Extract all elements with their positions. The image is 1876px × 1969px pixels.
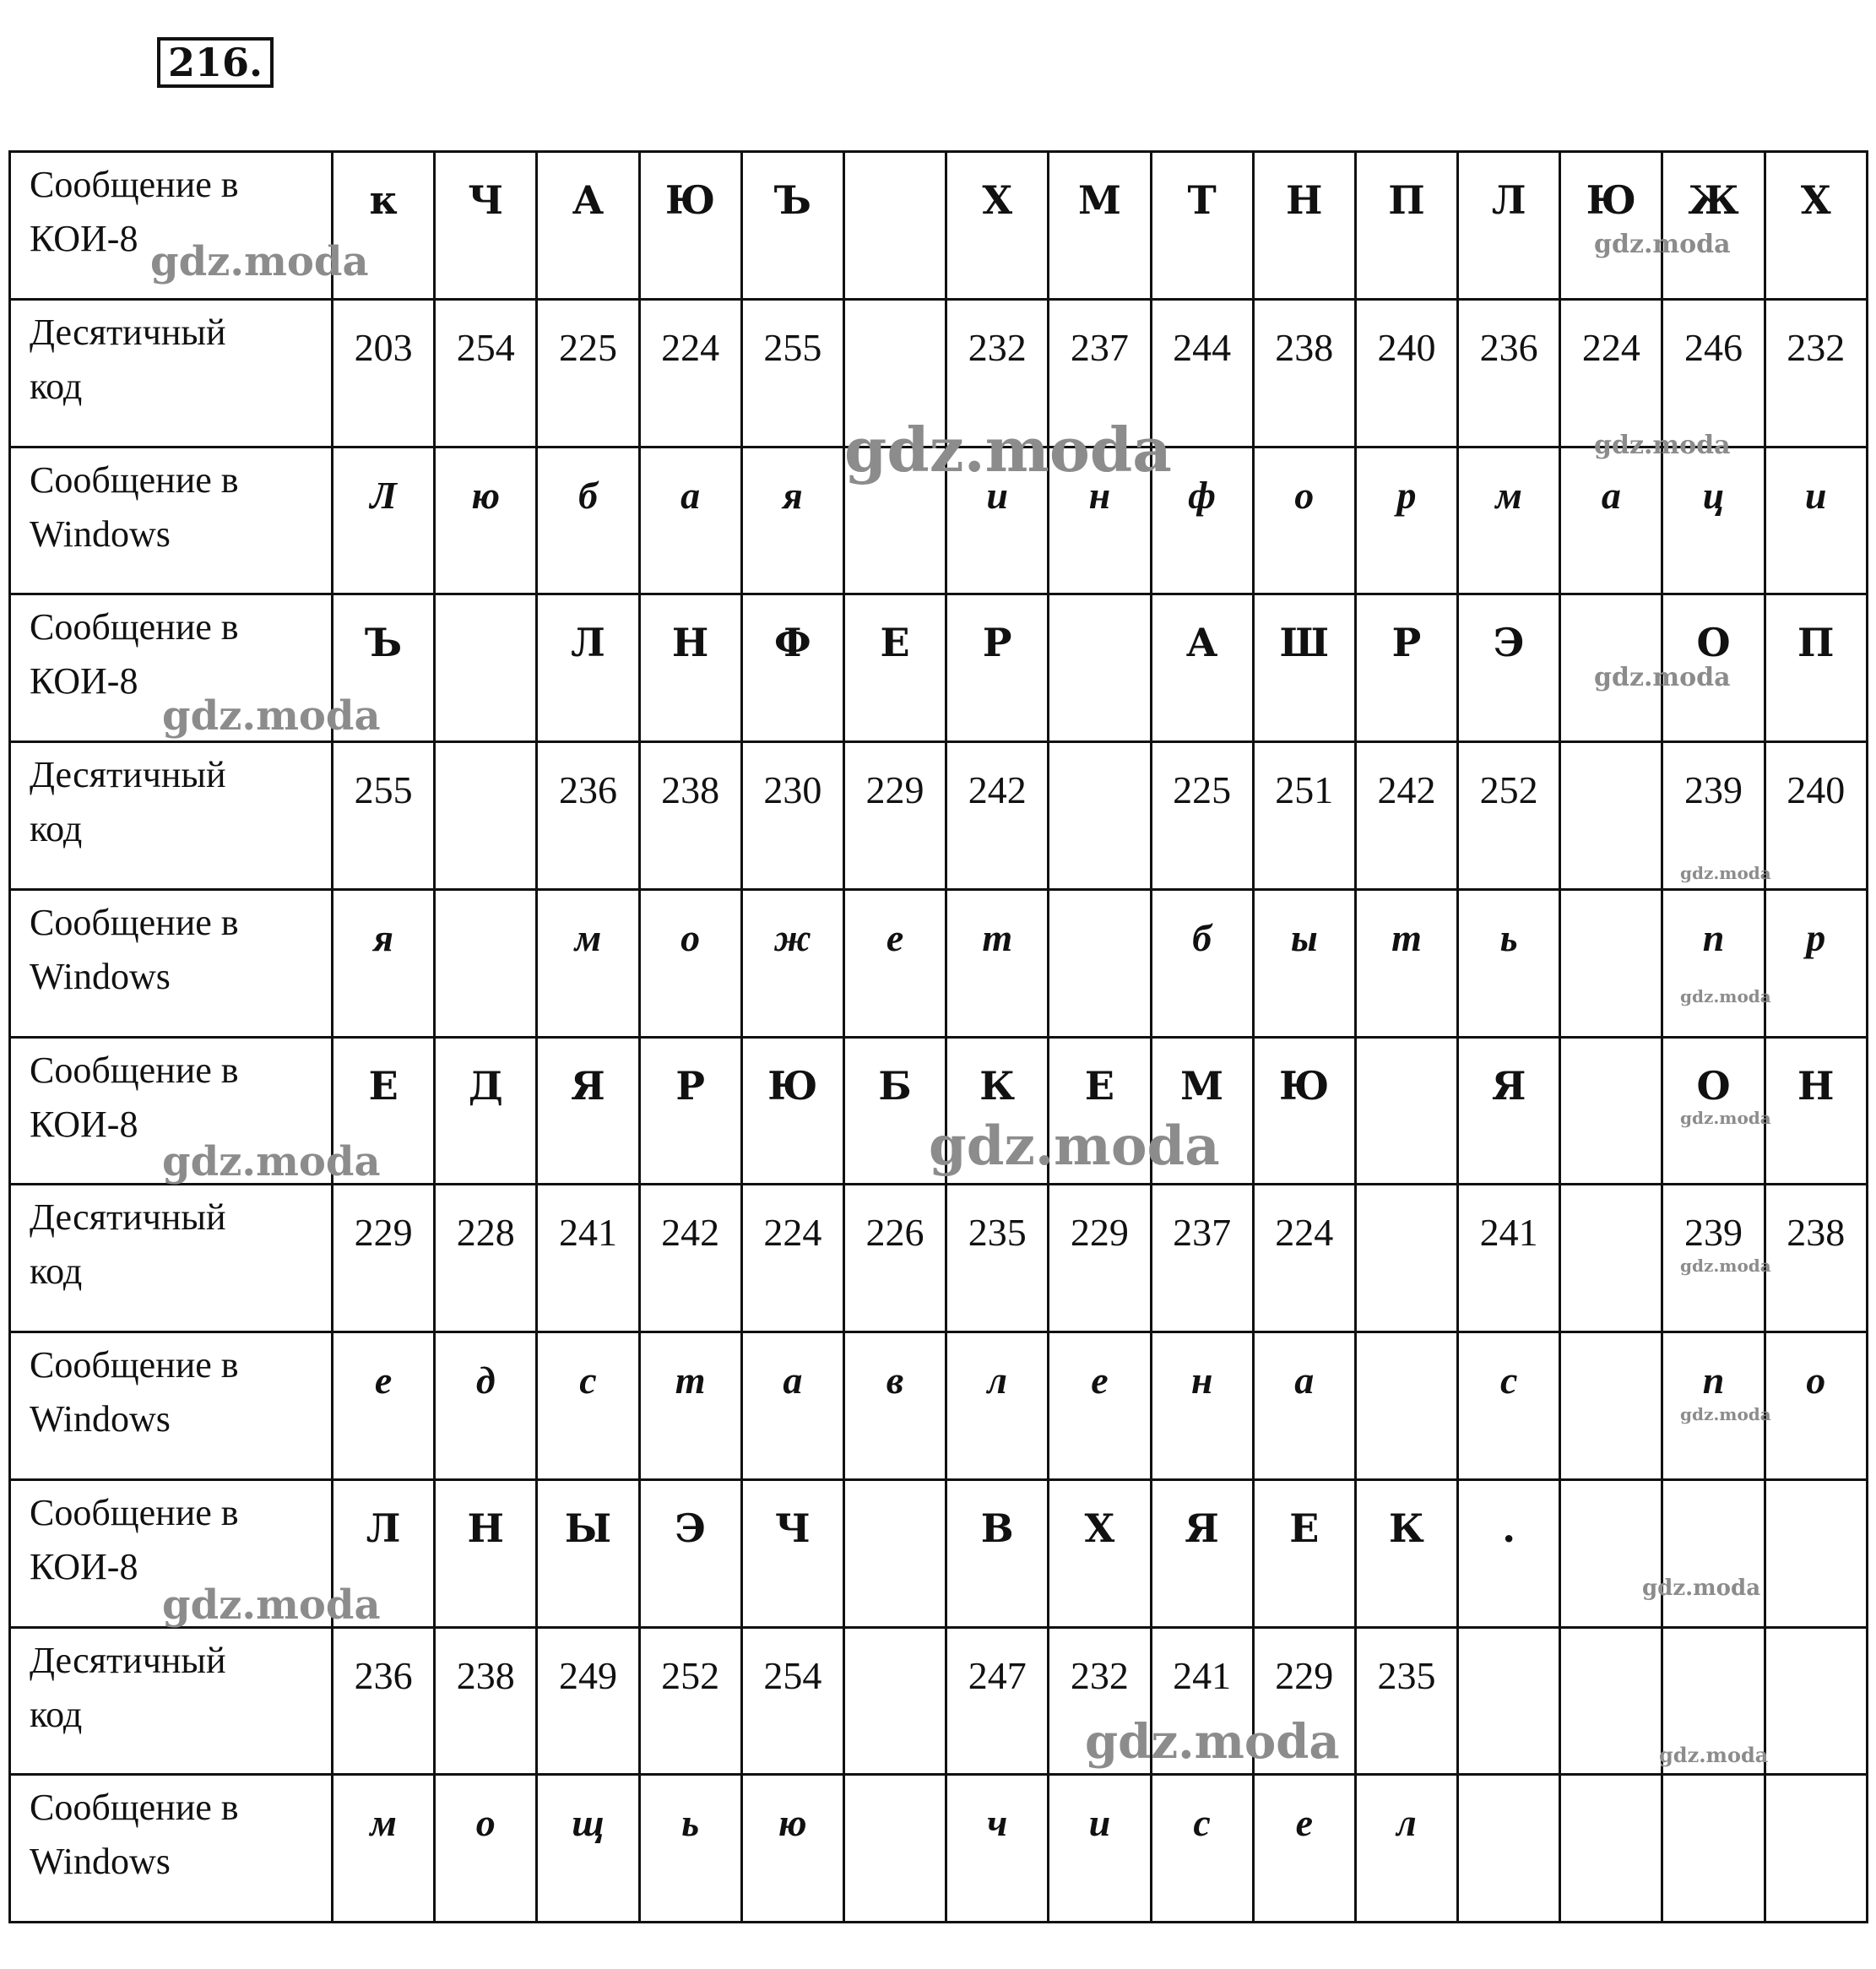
table-row-koi: [10, 1479, 1868, 1627]
cell-win: а: [1253, 1332, 1355, 1480]
cell-koi: Ж: [1662, 152, 1765, 300]
cell-win: т: [1355, 889, 1457, 1037]
cell-win: и: [946, 447, 1049, 594]
cell-win: н: [1151, 1332, 1253, 1480]
cell-win: с: [537, 1332, 639, 1480]
watermark: gdz.moda: [1085, 1714, 1340, 1770]
cell-koi: [843, 1479, 946, 1627]
cell-win: о: [639, 889, 741, 1037]
cell-koi: Т: [1151, 152, 1253, 300]
cell-win: ц: [1662, 447, 1765, 594]
cell-koi: Э: [639, 1479, 741, 1627]
cell-koi: Н: [1765, 1037, 1867, 1185]
cell-koi: Е: [1253, 1479, 1355, 1627]
cell-koi: Я: [1151, 1479, 1253, 1627]
cell-dec: 224: [1253, 1185, 1355, 1332]
cell-koi: Р: [1355, 594, 1457, 742]
cell-win: я: [333, 889, 435, 1037]
watermark: gdz.moda: [150, 238, 369, 285]
cell-win: [1355, 1332, 1457, 1480]
watermark: gdz.moda: [1680, 863, 1771, 883]
row-label-dec: Десятичный код: [10, 299, 333, 447]
cell-dec: [1560, 742, 1662, 890]
cell-koi: Н: [639, 594, 741, 742]
cell-koi: Р: [639, 1037, 741, 1185]
watermark: gdz.moda: [1642, 1576, 1761, 1601]
cell-koi: Ч: [435, 152, 537, 300]
row-label-win: Сообщение в Windows: [10, 1775, 333, 1923]
cell-dec: 224: [639, 299, 741, 447]
cell-dec: 225: [537, 299, 639, 447]
cell-koi: К: [1355, 1479, 1457, 1627]
cell-koi: О: [1662, 1037, 1765, 1185]
cell-dec: 238: [1765, 1185, 1867, 1332]
cell-win: ч: [946, 1775, 1049, 1923]
cell-koi: К: [946, 1037, 1049, 1185]
table-row-dec: [10, 299, 1868, 447]
cell-win: [435, 889, 537, 1037]
watermark: gdz.moda: [1680, 986, 1771, 1006]
cell-win: в: [843, 1332, 946, 1480]
cell-win: м: [333, 1775, 435, 1923]
cell-win: п: [1662, 1332, 1765, 1480]
cell-dec: 235: [946, 1185, 1049, 1332]
table-row-win: [10, 447, 1868, 594]
cell-win: р: [1765, 889, 1867, 1037]
cell-win: р: [1355, 447, 1457, 594]
cell-dec: [1049, 742, 1151, 890]
cell-koi: М: [1151, 1037, 1253, 1185]
cell-koi: Н: [1253, 152, 1355, 300]
cell-dec: 242: [639, 1185, 741, 1332]
cell-koi: Ю: [639, 152, 741, 300]
cell-koi: [1560, 594, 1662, 742]
cell-dec: 255: [741, 299, 843, 447]
cell-win: е: [333, 1332, 435, 1480]
watermark: gdz.moda: [1659, 1743, 1769, 1767]
cell-koi: Л: [1458, 152, 1560, 300]
cell-win: т: [946, 889, 1049, 1037]
encoding-table: [8, 150, 1868, 1923]
cell-koi: [1662, 1479, 1765, 1627]
cell-dec: 238: [435, 1627, 537, 1775]
cell-win: б: [537, 447, 639, 594]
watermark: gdz.moda: [1680, 1108, 1771, 1128]
cell-win: ю: [741, 1775, 843, 1923]
cell-dec: 239: [1662, 742, 1765, 890]
cell-win: б: [1151, 889, 1253, 1037]
cell-win: м: [537, 889, 639, 1037]
cell-koi: П: [1765, 594, 1867, 742]
cell-koi: Л: [333, 1479, 435, 1627]
cell-win: л: [1355, 1775, 1457, 1923]
watermark: gdz.moda: [844, 414, 1172, 485]
cell-koi: Р: [946, 594, 1049, 742]
cell-koi: А: [537, 152, 639, 300]
row-label-win: Сообщение в Windows: [10, 1332, 333, 1480]
watermark: gdz.moda: [1594, 431, 1731, 460]
cell-dec: 242: [946, 742, 1049, 890]
cell-koi: [435, 594, 537, 742]
cell-dec: 229: [1253, 1627, 1355, 1775]
cell-koi: М: [1049, 152, 1151, 300]
cell-dec: 235: [1355, 1627, 1457, 1775]
cell-dec: 240: [1355, 299, 1457, 447]
cell-dec: 238: [1253, 299, 1355, 447]
cell-dec: 232: [1765, 299, 1867, 447]
row-label-dec: Десятичный код: [10, 1185, 333, 1332]
cell-koi: [1560, 1037, 1662, 1185]
cell-koi: Ю: [1560, 152, 1662, 300]
cell-koi: Ш: [1253, 594, 1355, 742]
cell-win: н: [1049, 447, 1151, 594]
cell-win: и: [1765, 447, 1867, 594]
table-row-koi: [10, 1037, 1868, 1185]
cell-dec: 239: [1662, 1185, 1765, 1332]
cell-dec: 254: [741, 1627, 843, 1775]
cell-win: [1458, 1775, 1560, 1923]
cell-dec: [843, 299, 946, 447]
watermark: gdz.moda: [162, 692, 381, 740]
cell-koi: Е: [843, 594, 946, 742]
cell-dec: 237: [1151, 1185, 1253, 1332]
table-row-koi: [10, 152, 1868, 300]
cell-win: и: [1049, 1775, 1151, 1923]
cell-dec: 252: [1458, 742, 1560, 890]
cell-koi: Я: [537, 1037, 639, 1185]
cell-koi: Ы: [537, 1479, 639, 1627]
cell-koi: Ъ: [741, 152, 843, 300]
cell-win: т: [639, 1332, 741, 1480]
row-label-koi: Сообщение в КОИ-8: [10, 1037, 333, 1185]
cell-dec: 229: [1049, 1185, 1151, 1332]
row-label-koi: Сообщение в КОИ-8: [10, 1479, 333, 1627]
cell-dec: 247: [946, 1627, 1049, 1775]
cell-win: е: [843, 889, 946, 1037]
cell-koi: Ъ: [333, 594, 435, 742]
cell-dec: [1560, 1185, 1662, 1332]
cell-koi: Л: [537, 594, 639, 742]
row-label-koi: Сообщение в КОИ-8: [10, 152, 333, 300]
cell-win: [843, 447, 946, 594]
cell-dec: 226: [843, 1185, 946, 1332]
cell-dec: 252: [639, 1627, 741, 1775]
cell-dec: 224: [741, 1185, 843, 1332]
cell-dec: 229: [843, 742, 946, 890]
cell-koi: Б: [843, 1037, 946, 1185]
cell-dec: 237: [1049, 299, 1151, 447]
cell-dec: 240: [1765, 742, 1867, 890]
cell-dec: 224: [1560, 299, 1662, 447]
cell-win: Л: [333, 447, 435, 594]
cell-win: ю: [435, 447, 537, 594]
row-label-win: Сообщение в Windows: [10, 889, 333, 1037]
cell-koi: [1765, 1479, 1867, 1627]
cell-win: е: [1049, 1332, 1151, 1480]
cell-win: ь: [1458, 889, 1560, 1037]
cell-dec: 229: [333, 1185, 435, 1332]
cell-dec: 255: [333, 742, 435, 890]
cell-koi: Д: [435, 1037, 537, 1185]
problem-number: 216.: [157, 37, 274, 88]
cell-win: а: [639, 447, 741, 594]
cell-dec: [843, 1627, 946, 1775]
cell-dec: 228: [435, 1185, 537, 1332]
cell-win: [1765, 1775, 1867, 1923]
cell-win: п: [1662, 889, 1765, 1037]
cell-koi: В: [946, 1479, 1049, 1627]
cell-dec: 251: [1253, 742, 1355, 890]
cell-koi: А: [1151, 594, 1253, 742]
row-label-win: Сообщение в Windows: [10, 447, 333, 594]
cell-win: о: [1253, 447, 1355, 594]
cell-koi: П: [1355, 152, 1457, 300]
watermark: gdz.moda: [929, 1115, 1220, 1178]
cell-win: л: [946, 1332, 1049, 1480]
row-label-dec: Десятичный код: [10, 1627, 333, 1775]
cell-dec: 246: [1662, 299, 1765, 447]
cell-dec: 241: [1151, 1627, 1253, 1775]
cell-koi: [1560, 1479, 1662, 1627]
cell-dec: 242: [1355, 742, 1457, 890]
cell-koi: Ю: [741, 1037, 843, 1185]
cell-dec: 241: [1458, 1185, 1560, 1332]
cell-dec: 241: [537, 1185, 639, 1332]
cell-win: о: [1765, 1332, 1867, 1480]
cell-dec: 244: [1151, 299, 1253, 447]
cell-koi: Ф: [741, 594, 843, 742]
cell-koi: .: [1458, 1479, 1560, 1627]
watermark: gdz.moda: [1594, 230, 1731, 259]
cell-win: [1049, 889, 1151, 1037]
cell-koi: Ч: [741, 1479, 843, 1627]
watermark: gdz.moda: [162, 1138, 381, 1185]
cell-koi: Х: [1765, 152, 1867, 300]
cell-koi: [1355, 1037, 1457, 1185]
cell-win: а: [741, 1332, 843, 1480]
cell-koi: Н: [435, 1479, 537, 1627]
table-row-dec: [10, 1627, 1868, 1775]
cell-win: [1560, 1332, 1662, 1480]
cell-dec: 230: [741, 742, 843, 890]
cell-dec: [1560, 1627, 1662, 1775]
cell-win: ф: [1151, 447, 1253, 594]
cell-dec: [1662, 1627, 1765, 1775]
cell-dec: [435, 742, 537, 890]
cell-win: ь: [639, 1775, 741, 1923]
cell-dec: [1355, 1185, 1457, 1332]
cell-win: [1560, 889, 1662, 1037]
cell-dec: 232: [1049, 1627, 1151, 1775]
cell-dec: [1765, 1627, 1867, 1775]
cell-dec: 225: [1151, 742, 1253, 890]
table-row-koi: [10, 594, 1868, 742]
table-row-win: [10, 889, 1868, 1037]
table-row-dec: [10, 742, 1868, 890]
cell-koi: Э: [1458, 594, 1560, 742]
table-row-win: [10, 1332, 1868, 1480]
watermark: gdz.moda: [1680, 1256, 1771, 1276]
cell-win: [1662, 1775, 1765, 1923]
cell-win: ж: [741, 889, 843, 1037]
cell-koi: [843, 152, 946, 300]
cell-dec: 236: [537, 742, 639, 890]
cell-win: с: [1458, 1332, 1560, 1480]
cell-koi: к: [333, 152, 435, 300]
watermark: gdz.moda: [1680, 1404, 1771, 1424]
watermark: gdz.moda: [1594, 663, 1731, 692]
cell-win: я: [741, 447, 843, 594]
cell-dec: 254: [435, 299, 537, 447]
cell-dec: [1458, 1627, 1560, 1775]
cell-koi: Е: [1049, 1037, 1151, 1185]
cell-win: о: [435, 1775, 537, 1923]
cell-dec: 238: [639, 742, 741, 890]
table-row-win: [10, 1775, 1868, 1923]
cell-koi: О: [1662, 594, 1765, 742]
cell-win: д: [435, 1332, 537, 1480]
cell-dec: 236: [1458, 299, 1560, 447]
cell-win: с: [1151, 1775, 1253, 1923]
cell-win: щ: [537, 1775, 639, 1923]
cell-win: [843, 1775, 946, 1923]
cell-koi: Х: [1049, 1479, 1151, 1627]
cell-win: ы: [1253, 889, 1355, 1037]
cell-koi: [1049, 594, 1151, 742]
cell-koi: Я: [1458, 1037, 1560, 1185]
cell-win: м: [1458, 447, 1560, 594]
row-label-koi: Сообщение в КОИ-8: [10, 594, 333, 742]
cell-win: е: [1253, 1775, 1355, 1923]
cell-win: [1560, 1775, 1662, 1923]
cell-dec: 203: [333, 299, 435, 447]
cell-koi: Х: [946, 152, 1049, 300]
cell-koi: Ю: [1253, 1037, 1355, 1185]
cell-win: а: [1560, 447, 1662, 594]
table-row-dec: [10, 1185, 1868, 1332]
cell-koi: Е: [333, 1037, 435, 1185]
watermark: gdz.moda: [162, 1581, 381, 1629]
row-label-dec: Десятичный код: [10, 742, 333, 890]
cell-dec: 236: [333, 1627, 435, 1775]
cell-dec: 232: [946, 299, 1049, 447]
cell-dec: 249: [537, 1627, 639, 1775]
